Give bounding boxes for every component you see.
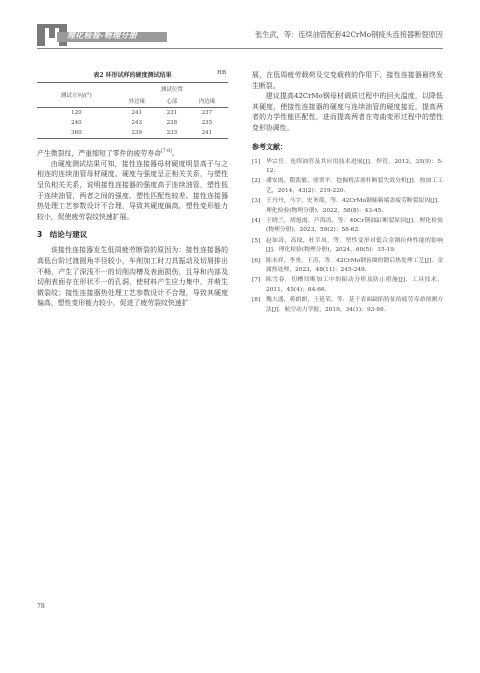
reference-item [252,276,443,295]
reference-number: [1] [252,158,261,165]
reference-number: [8] [252,297,261,304]
paragraph: 建议提高42CrMo钢母材调质过程中的回火温度，以降低其硬度，使接性连接器的硬度与连续油管的硬度接近，提高两者的力学性能匹配性，进而提高两者在弯曲变形过程中的塑性变形协调性。 [252,92,443,132]
reference-item [252,257,443,276]
reference-item [252,177,443,196]
table-cell: 235 [201,120,213,126]
table-subheader: 外边缘 [116,95,158,108]
reference-number: [5] [252,237,261,244]
table-cell: 240 [71,120,82,126]
paragraph-text: 产生微裂纹，严重缩短了零件的疲劳寿命 [37,149,162,158]
paragraph-end: 。 [171,149,179,158]
journal-logo-text: 理化检验-物理分册 [67,31,138,40]
table-cell: 237 [201,110,213,116]
reference-text: 陈未祥，李勇，王涛，等．42CrMo钢齿圈的锻后热处理工艺[J]．金属热处理，2023，48(11)：245-249. [266,257,443,274]
table-header-direction: 测试方向/(°) [37,83,116,108]
table-unit: HB [217,70,226,76]
reference-number: [2] [252,178,261,185]
paragraph [37,147,228,159]
reference-text: 潘安霞，隋凯敏，徐翠平．挖掘机活塞杆断裂失效分析[J]．热加工工艺，2014，43(2)：219-220. [266,178,443,194]
citation: [7-8] [161,149,172,154]
reference-text: 毕宗岳．连续油管及其应用技术进展[J]．焊管，2012，35(9)：5-12. [266,158,443,174]
table-cell: 233 [166,130,178,136]
table-header-position: 测试位置 [160,87,183,93]
table-row [37,128,228,139]
table-cell: 360 [71,130,82,136]
table-subheader: 心部 [158,95,186,108]
reference-list [252,158,443,316]
table-caption [37,70,228,82]
reference-item [252,158,443,177]
table-row [37,118,228,128]
paragraph: 由硬度测试结果可知，接性连接器母材硬度明显高于与之相连的连续油管母材硬度。硬度与强度呈正相关关系，与塑性呈负相关关系，说明接性连接器的强度高于连续油管，塑性低于连续油管，两者之间的强度、塑性匹配性较差。接性连接器热处理工艺参数设计不合理，导致其硬度偏高，塑性变形能力较小，促使疲劳裂纹快速扩展。 [37,159,228,221]
left-column [37,70,228,309]
section-heading: 3 结论与建议 [37,230,88,240]
reference-text: 王晓兰，胡旭霞，芦海涛，等．40Cr钢油缸断裂原因[J]．理化检验(物理分册)，2023，59(2)：58-62. [266,218,443,234]
reference-item [252,296,443,315]
header-rule [37,48,443,49]
table-cell: 241 [131,110,143,116]
right-column [252,70,443,316]
table-cell: 243 [131,120,143,126]
reference-number: [4] [252,218,261,224]
page-header [37,22,443,52]
running-title: 张生武，等：连续油管配套42CrMo钢接头连接器断裂原因 [255,30,443,39]
reference-item [252,237,443,256]
hardness-table [37,82,228,139]
reference-number: [3] [252,198,261,205]
reference-item [252,197,443,216]
table-cell: 228 [166,120,178,126]
table-cell: 241 [201,130,213,136]
table-cell: 239 [131,130,143,136]
paragraph: 该接性连接器发生低周疲劳断裂的原因为：接性连接器的高低台阶过渡圆角半径较小，车削加工时刀具振动及切屑排出不畅，产生了深浅不一的切削沟槽及表面损伤，且导和内部及切削表面存在形状不一的孔洞，使材料产生应力集中，并萌生微裂纹；接性连接器热处理工艺参数设计不合理，导致其硬度偏高，塑性变形能力较小，促进了疲劳裂纹快速扩 [37,246,228,308]
paragraph: 展，在低周疲劳载荷及交变载荷的作用下，接性连接器最终发生断裂。 [252,71,443,90]
reference-text: 魏大盛，蒋朗朗，王延荣，等．基于表面缺陷特征的疲劳寿命预测方法[J]．航空动力学报，2019，34(1)：93-98. [266,297,443,313]
table-cell: 120 [71,110,82,116]
reference-item [252,217,443,236]
table-cell: 231 [166,110,178,116]
page-number: 78 [37,603,45,610]
references-heading: 参考文献： [252,142,287,151]
table-row [37,108,228,119]
reference-number: [7] [252,277,261,284]
reference-text: 王丹丹，马宇，史务蔑，等．42CrMo钢轴箱端盖疲劳断裂原因[J]．理化检验(物理分册)，2022，58(8)：43-45. [266,198,443,214]
table-subheader: 内边缘 [186,95,228,108]
table-caption-text: 表2 环形试样的硬度测试结果 [93,72,172,79]
reference-text: 陈雪春．切槽切断加工中的振动分析及防止措施[J]．工具技术，2011，45(4)：64-66. [266,277,443,293]
reference-number: [6] [252,257,261,264]
reference-text: 赵如涛，高琛，杜幸凤，等．塑性变形对低合金钢拉伸性能的影响[J]．理化检验(物理分册)，2024，60(5)：15-19. [266,237,443,254]
